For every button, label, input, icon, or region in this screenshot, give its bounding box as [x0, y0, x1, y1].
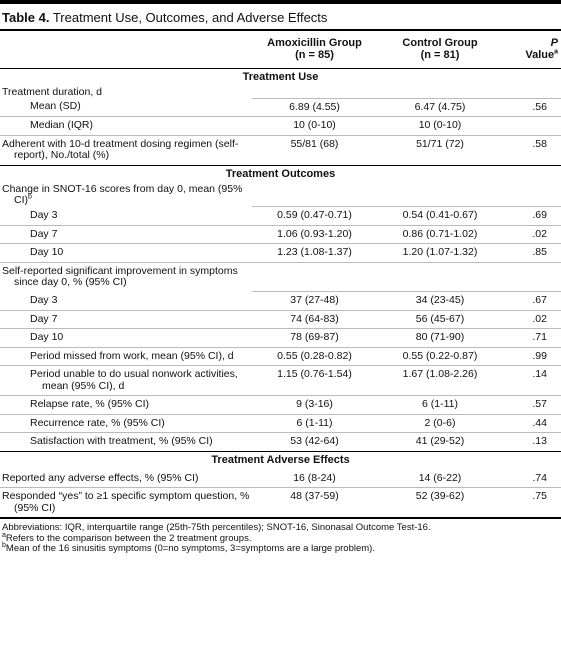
cell-amox: 1.06 (0.93-1.20) — [252, 225, 377, 244]
row-label: Adherent with 10-d treatment dosing regimen (self-report), No./total (%) — [0, 135, 252, 165]
row-label: Day 10 — [0, 329, 252, 348]
header-p-word: Value — [525, 49, 555, 61]
cell-amox: 0.55 (0.28-0.82) — [252, 347, 377, 366]
row-label: Self-reported significant improvement in symptoms since day 0, % (95% CI) — [0, 262, 252, 292]
header-blank — [0, 30, 252, 68]
cell-amox: 6.89 (4.55) — [252, 98, 377, 117]
cell-p: .02 — [503, 310, 561, 329]
footnote-mark: b — [2, 542, 6, 550]
cell-control: 0.86 (0.71-1.02) — [377, 225, 503, 244]
cell-p: .13 — [503, 433, 561, 452]
row-label: Day 10 — [0, 244, 252, 263]
cell-amox: 1.23 (1.08-1.37) — [252, 244, 377, 263]
cell-amox: 6 (1-11) — [252, 414, 377, 433]
table-row — [0, 366, 561, 396]
cell-amox: 53 (42-64) — [252, 433, 377, 452]
row-label: Treatment duration, d — [2, 85, 102, 98]
table-row — [0, 184, 561, 207]
cell-control: 1.20 (1.07-1.32) — [377, 244, 503, 263]
table-row — [0, 135, 561, 165]
header-amox-n: (n = 85) — [295, 49, 334, 61]
table-row — [0, 117, 561, 136]
row-label: Period unable to do usual nonwork activities, mean (95% CI), d — [0, 366, 252, 396]
table-row — [0, 488, 561, 518]
cell-p: .57 — [503, 396, 561, 415]
table-row — [0, 329, 561, 348]
cell-control: 80 (71-90) — [377, 329, 503, 348]
row-label: Relapse rate, % (95% CI) — [0, 396, 252, 415]
cell-p: .99 — [503, 347, 561, 366]
cell-control: 34 (23-45) — [377, 292, 503, 311]
table-row — [0, 244, 561, 263]
cell-p: .69 — [503, 207, 561, 226]
section-label: Treatment Adverse Effects — [0, 451, 561, 470]
section-treatment-use — [0, 68, 561, 87]
cell-control: 1.67 (1.08-2.26) — [377, 366, 503, 396]
table-row — [0, 262, 561, 292]
cell-p: .56 — [503, 98, 561, 117]
row-label-text: Change in SNOT-16 scores from day 0, mean (95% CI) — [2, 182, 243, 206]
cell-amox: 1.15 (0.76-1.54) — [252, 366, 377, 396]
cell-amox: 9 (3-16) — [252, 396, 377, 415]
row-label: Satisfaction with treatment, % (95% CI) — [0, 433, 252, 452]
table-row — [0, 87, 561, 99]
cell-control: 41 (29-52) — [377, 433, 503, 452]
row-label: Day 3 — [30, 293, 58, 306]
table-row — [0, 98, 561, 117]
cell-p: .71 — [503, 329, 561, 348]
row-label: Mean (SD) — [30, 100, 81, 112]
cell-p: .02 — [503, 225, 561, 244]
header-row — [0, 30, 561, 68]
table-row — [0, 433, 561, 452]
cell-amox: 37 (27-48) — [252, 292, 377, 311]
row-label: Responded “yes” to ≥1 specific symptom question, % (95% CI) — [0, 488, 252, 518]
cell-control: 0.55 (0.22-0.87) — [377, 347, 503, 366]
table-row — [0, 396, 561, 415]
section-label: Treatment Use — [242, 70, 319, 83]
footnote-text: Mean of the 16 sinusitis symptoms (0=no symptoms, 3=symptoms are a large problem). — [5, 543, 375, 555]
footnote-mark: a — [2, 531, 6, 539]
cell-control: 6.47 (4.75) — [377, 98, 503, 117]
row-label: Recurrence rate, % (95% CI) — [0, 414, 252, 433]
row-label: Reported any adverse effects, % (95% CI) — [2, 471, 199, 484]
table-row — [0, 347, 561, 366]
cell-p: .75 — [503, 488, 561, 518]
header-control-label: Control Group — [402, 37, 478, 49]
section-treatment-outcomes — [0, 165, 561, 184]
table-row — [0, 225, 561, 244]
row-label: Day 7 — [0, 225, 252, 244]
row-label: Median (IQR) — [0, 117, 252, 136]
cell-control: 51/71 (72) — [377, 135, 503, 165]
cell-amox: 74 (64-83) — [252, 310, 377, 329]
cell-control: 56 (45-67) — [377, 310, 503, 329]
data-table — [0, 29, 561, 517]
table-row — [0, 414, 561, 433]
header-p-sup: a — [554, 48, 558, 56]
cell-amox: 0.59 (0.47-0.71) — [252, 207, 377, 226]
cell-control: 0.54 (0.41-0.67) — [377, 207, 503, 226]
header-p-value — [503, 30, 561, 68]
cell-amox: 55/81 (68) — [252, 135, 377, 165]
cell-p — [503, 117, 561, 136]
cell-amox: 48 (37-59) — [252, 488, 377, 518]
cell-p: .67 — [503, 292, 561, 311]
table-title-text: Treatment Use, Outcomes, and Adverse Effects — [52, 10, 328, 25]
section-treatment-adverse-effects — [0, 451, 561, 470]
header-control-n: (n = 81) — [420, 49, 460, 61]
cell-p: .58 — [503, 135, 561, 165]
cell-p: .14 — [503, 366, 561, 396]
table-row — [0, 470, 561, 488]
table-row — [0, 207, 561, 226]
cell-p: .74 — [532, 471, 547, 484]
header-p-letter: P — [550, 37, 558, 49]
table-number: Table 4. — [2, 10, 50, 25]
row-label — [0, 184, 252, 207]
row-label: Period missed from work, mean (95% CI), d — [0, 347, 252, 366]
row-label: Day 7 — [0, 310, 252, 329]
cell-control: 14 (6-22) — [418, 471, 462, 484]
section-label: Treatment Outcomes — [0, 165, 561, 184]
table-row — [0, 292, 561, 311]
cell-control: 52 (39-62) — [377, 488, 503, 518]
cell-control: 6 (1-11) — [377, 396, 503, 415]
cell-amox: 10 (0-10) — [252, 117, 377, 136]
cell-p: .85 — [503, 244, 561, 263]
footnote-mark: b — [28, 193, 32, 201]
cell-p: .44 — [503, 414, 561, 433]
header-control — [377, 30, 503, 68]
cell-amox: 16 (8-24) — [293, 471, 336, 484]
footnote-b — [2, 544, 559, 555]
header-amoxicillin — [252, 30, 377, 68]
table-title — [0, 4, 561, 29]
cell-amox: 78 (69-87) — [252, 329, 377, 348]
footnote-text: Refers to the comparison between the 2 treatment groups. — [5, 532, 252, 544]
footnote-abbreviations: Abbreviations: IQR, interquartile range (25th-75th percentiles); SNOT-16, Sinonasal Outcome Test-16. — [2, 522, 431, 533]
cell-control: 2 (0-6) — [377, 414, 503, 433]
table-row — [0, 310, 561, 329]
row-label: Day 3 — [30, 208, 58, 221]
table-footnotes — [0, 517, 561, 555]
cell-control: 10 (0-10) — [377, 117, 503, 136]
header-amox-label: Amoxicillin Group — [267, 37, 362, 49]
